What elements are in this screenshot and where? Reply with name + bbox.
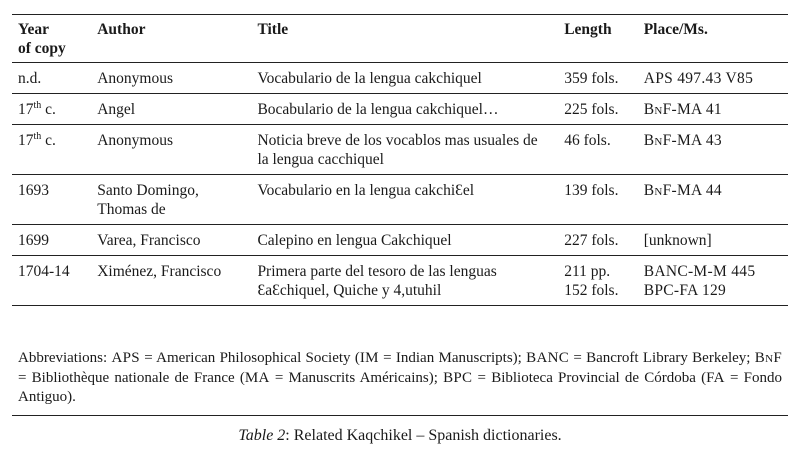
cell-year: n.d. — [18, 70, 42, 87]
table-row — [12, 63, 788, 94]
cell-title: Bocabulario de la lengua cakchiquel… — [257, 101, 499, 118]
abbrev-ma: MA — [244, 369, 270, 386]
year-century: 17 — [18, 101, 34, 118]
table-row — [12, 256, 788, 306]
year-ordinal: th — [33, 131, 42, 142]
table-caption — [0, 427, 800, 445]
cell-author: Ximénez, Francisco — [97, 263, 222, 280]
cell-year — [12, 94, 91, 125]
cell-title: Primera parte del tesoro de las lenguas ƐaƐchiquel, Quiche y 4,utuhil — [257, 263, 497, 299]
abbrev-im: IM — [359, 350, 379, 366]
cell-place: BnF-MA 41 — [643, 101, 722, 118]
year-ordinal: th — [33, 100, 42, 111]
cell-title: Vocabulario en la lengua cakchiƐel — [257, 182, 475, 199]
length-line: 152 fols. — [564, 282, 619, 299]
header-author: Author — [97, 21, 146, 38]
abbrev-banc-def: = Bancroft Library Berkeley; — [569, 350, 755, 366]
length-line: 211 pp. — [564, 263, 611, 280]
table-row — [12, 225, 788, 256]
cell-length: 225 fols. — [564, 101, 619, 118]
cell-place — [638, 256, 788, 306]
abbrev-bpc-def: = Biblioteca Provincial de Córdoba ( — [472, 369, 707, 386]
cell-length: 359 fols. — [564, 70, 619, 87]
abbrev-fa-def: = Fondo Antiguo). — [18, 369, 782, 405]
cell-length: 139 fols. — [564, 182, 619, 199]
cell-author: Anonymous — [97, 70, 174, 87]
abbrev-fa: FA — [706, 369, 725, 386]
table-row — [12, 125, 788, 175]
cell-place: BnF-MA 43 — [643, 132, 722, 149]
cell-author: Santo Domingo, Thomas de — [97, 182, 199, 218]
cell-length: 227 fols. — [564, 232, 619, 249]
cell-year: 1704-14 — [18, 263, 70, 280]
abbrev-label: Abbreviations: — [18, 350, 108, 366]
bottom-rule — [12, 415, 788, 416]
table-row — [12, 94, 788, 125]
caption-text: : Related Kaqchikel – Spanish dictionaries. — [285, 427, 562, 444]
cell-place: [unknown] — [643, 232, 712, 249]
abbrev-ma-def: = Manuscrits Américains); — [269, 369, 444, 386]
header-title: Title — [257, 21, 289, 38]
place-line: BPC-FA 129 — [643, 282, 727, 299]
cell-author: Varea, Francisco — [97, 232, 201, 249]
cell-length — [558, 256, 638, 306]
abbrev-aps-def: = American Philosophical Society ( — [139, 350, 360, 366]
year-century: 17 — [18, 132, 34, 149]
abbreviations-note — [18, 349, 782, 408]
abbrev-aps: APS — [111, 350, 140, 366]
cell-title: Calepino en lengua Cakchiquel — [257, 232, 452, 249]
year-suffix: c. — [41, 101, 56, 118]
abbrev-banc: BANC — [526, 350, 570, 366]
abbrev-bnf-def: = Bibliothèque nationale de France ( — [18, 369, 245, 386]
abbrev-im-def: = Indian Manuscripts); — [378, 350, 527, 366]
cell-author: Angel — [97, 101, 136, 118]
header-length: Length — [564, 21, 612, 38]
table-row — [12, 175, 788, 225]
cell-year — [12, 125, 91, 175]
caption-label: Table 2 — [238, 427, 286, 444]
cell-length: 46 fols. — [564, 132, 611, 149]
header-place: Place/Ms. — [643, 21, 708, 38]
cell-year: 1699 — [18, 232, 49, 249]
header-year: Year of copy — [18, 21, 66, 57]
cell-place: APS 497.43 V85 — [643, 70, 754, 87]
cell-title: Noticia breve de los vocablos mas usuales de la lengua cacchiquel — [257, 132, 538, 168]
cell-author: Anonymous — [97, 132, 174, 149]
place-line: BANC-M-M 445 — [643, 263, 756, 280]
dictionaries-table — [12, 14, 788, 306]
abbrev-bpc: BPC — [443, 369, 473, 386]
cell-place: BnF-MA 44 — [643, 182, 722, 199]
cell-year: 1693 — [18, 182, 49, 199]
year-suffix: c. — [41, 132, 56, 149]
abbrev-bnf: BnF — [754, 350, 782, 366]
table-header-row — [12, 15, 788, 63]
cell-title: Vocabulario de la lengua cakchiquel — [257, 70, 482, 87]
